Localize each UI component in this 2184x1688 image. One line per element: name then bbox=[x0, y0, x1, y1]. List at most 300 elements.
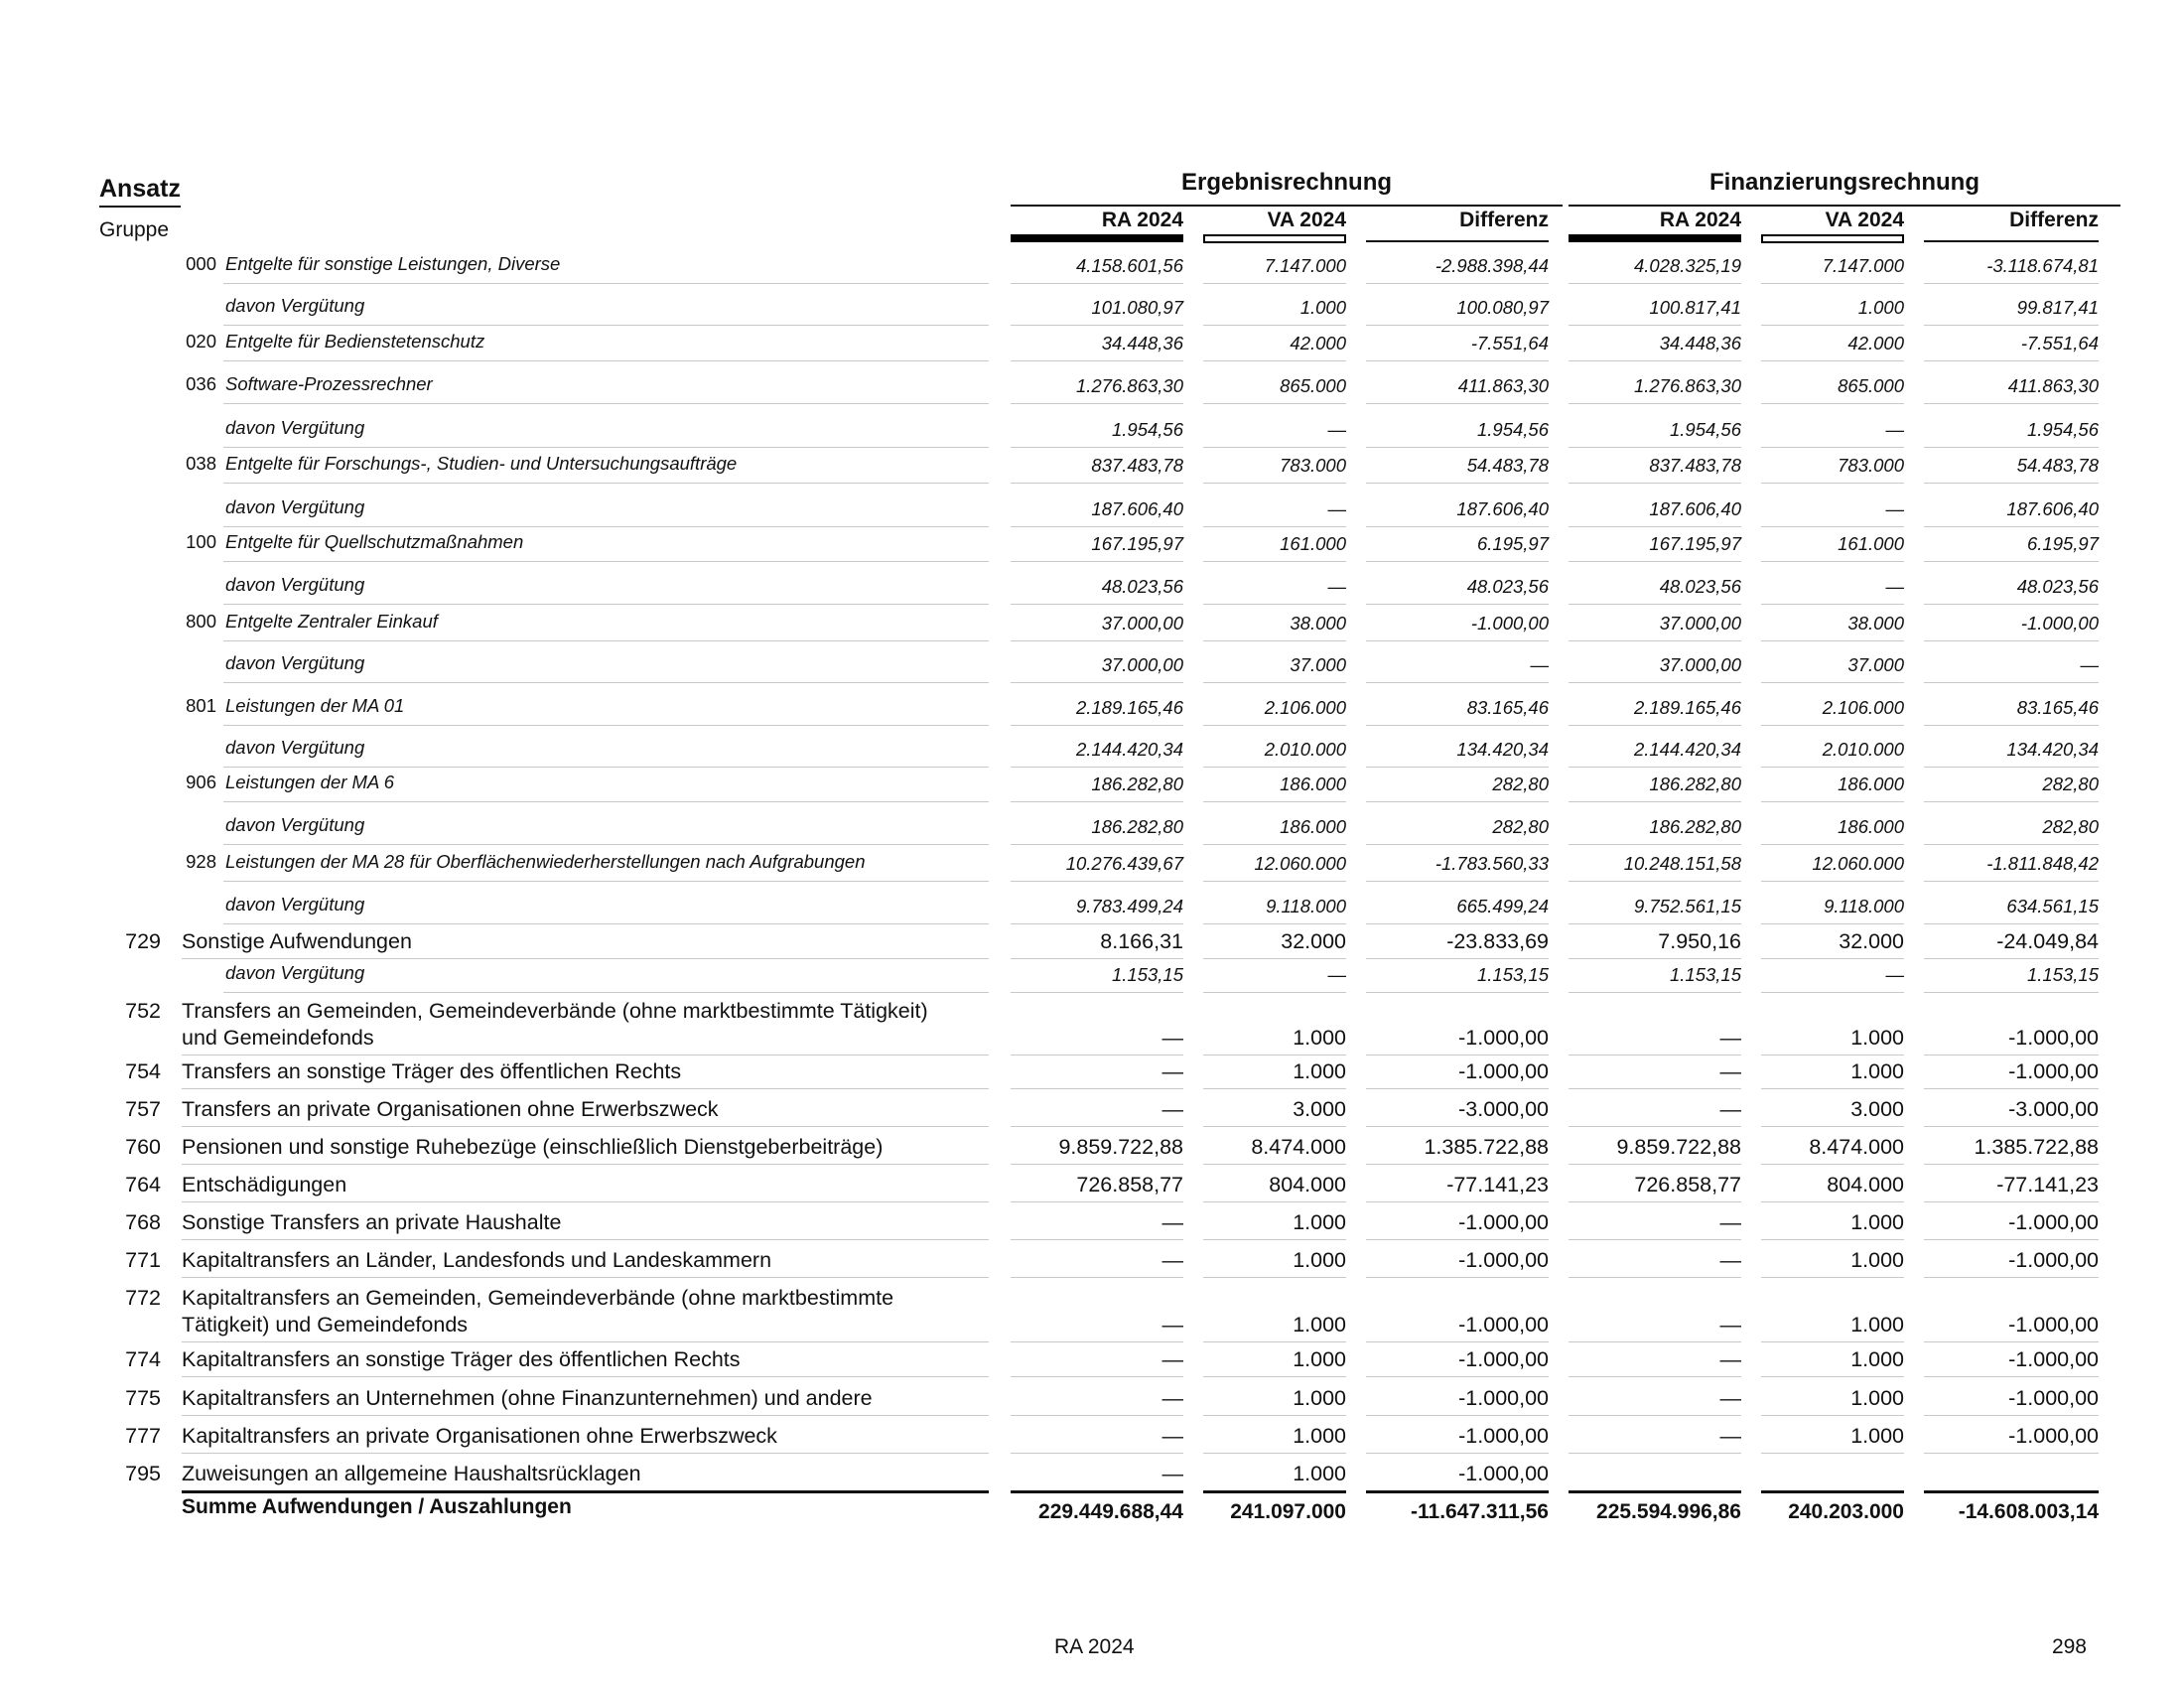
cell-value: 54.483,78 bbox=[1466, 455, 1549, 476]
row-separator bbox=[1924, 403, 2099, 404]
row-code: 757 bbox=[125, 1097, 161, 1121]
row-label: Entgelte für Bedienstetenschutz bbox=[225, 331, 485, 352]
row-label: Software-Prozessrechner bbox=[225, 373, 433, 394]
row-separator bbox=[1011, 801, 1183, 802]
row-separator bbox=[1569, 561, 1741, 562]
row-separator bbox=[1366, 1376, 1549, 1377]
row-separator bbox=[1569, 682, 1741, 683]
cell-value: 1.000 bbox=[1293, 1026, 1346, 1050]
row-separator bbox=[223, 360, 989, 361]
ansatz-underline bbox=[99, 206, 181, 208]
row-separator bbox=[1761, 561, 1904, 562]
cell-value: 1.000 bbox=[1293, 1248, 1346, 1272]
row-separator bbox=[1761, 725, 1904, 726]
cell-value: 7.950,16 bbox=[1658, 929, 1741, 953]
cell-value: — bbox=[1719, 1424, 1741, 1448]
row-separator bbox=[1761, 526, 1904, 527]
row-separator bbox=[1203, 725, 1346, 726]
column-header-4: RA 2024 bbox=[1659, 209, 1741, 231]
total-value: 241.097.000 bbox=[1230, 1500, 1346, 1523]
row-separator bbox=[1011, 682, 1183, 683]
row-separator bbox=[182, 1126, 989, 1127]
row-code: 000 bbox=[186, 253, 216, 274]
cell-value: -1.000,00 bbox=[2008, 1026, 2099, 1050]
cell-value: — bbox=[1719, 1026, 1741, 1050]
row-separator bbox=[1569, 483, 1741, 484]
row-separator bbox=[1569, 767, 1741, 768]
cell-value: 1.000 bbox=[1293, 1347, 1346, 1371]
cell-value: 2.010.000 bbox=[1264, 739, 1346, 760]
cell-value: 8.474.000 bbox=[1251, 1135, 1346, 1159]
cell-value: 804.000 bbox=[1827, 1173, 1904, 1196]
row-separator bbox=[1924, 561, 2099, 562]
total-value: 240.203.000 bbox=[1788, 1500, 1904, 1523]
total-label: Summe Aufwendungen / Auszahlungen bbox=[182, 1495, 572, 1518]
cell-value: 32.000 bbox=[1281, 929, 1346, 953]
row-separator bbox=[1924, 325, 2099, 326]
cell-value: 837.483,78 bbox=[1649, 455, 1741, 476]
row-label: Pensionen und sonstige Ruhebezüge (einschließlich Dienstgeberbeiträge) bbox=[182, 1135, 884, 1159]
cell-value: 1.000 bbox=[1850, 1026, 1904, 1050]
row-separator bbox=[1924, 640, 2099, 641]
cell-value: 634.561,15 bbox=[2006, 896, 2099, 916]
cell-value: 1.276.863,30 bbox=[1633, 375, 1741, 396]
row-separator bbox=[1203, 1239, 1346, 1240]
row-separator bbox=[1011, 725, 1183, 726]
cell-value: -1.000,00 bbox=[1458, 1248, 1549, 1272]
row-separator bbox=[1203, 526, 1346, 527]
row-separator bbox=[1569, 881, 1741, 882]
row-separator bbox=[1203, 1164, 1346, 1165]
cell-value: -1.783.560,33 bbox=[1434, 853, 1549, 874]
row-separator bbox=[1203, 1126, 1346, 1127]
cell-value: — bbox=[1327, 419, 1346, 440]
cell-value: 9.783.499,24 bbox=[1075, 896, 1183, 916]
cell-value: 37.000,00 bbox=[1659, 613, 1741, 633]
cell-value: — bbox=[1161, 1462, 1183, 1485]
row-separator bbox=[1366, 1341, 1549, 1342]
row-separator bbox=[1203, 1201, 1346, 1202]
cell-value: 1.153,15 bbox=[1111, 964, 1183, 985]
cell-value: 1.000 bbox=[1293, 1210, 1346, 1234]
cell-value: -1.000,00 bbox=[1458, 1059, 1549, 1083]
row-label: Kapitaltransfers an Länder, Landesfonds und Landeskammern bbox=[182, 1248, 772, 1272]
row-separator bbox=[1203, 483, 1346, 484]
cell-value: -1.000,00 bbox=[1458, 1424, 1549, 1448]
row-separator bbox=[1761, 801, 1904, 802]
cell-value: 2.144.420,34 bbox=[1633, 739, 1741, 760]
cell-value: 411.863,30 bbox=[2007, 375, 2099, 396]
row-separator bbox=[1011, 483, 1183, 484]
cell-value: 865.000 bbox=[1838, 375, 1904, 396]
cell-value: 1.000 bbox=[1850, 1210, 1904, 1234]
cell-value: — bbox=[1327, 964, 1346, 985]
cell-value: 1.385.722,88 bbox=[1974, 1135, 2099, 1159]
cell-value: — bbox=[1327, 498, 1346, 519]
row-separator bbox=[1569, 923, 1741, 924]
row-separator bbox=[1569, 526, 1741, 527]
row-separator bbox=[1011, 1415, 1183, 1416]
row-separator bbox=[223, 767, 989, 768]
row-separator bbox=[1366, 360, 1549, 361]
row-label: Transfers an Gemeinden, Gemeindeverbände (ohne marktbestimmte Tätigkeit) bbox=[182, 999, 928, 1023]
row-separator bbox=[1761, 923, 1904, 924]
row-separator bbox=[223, 844, 989, 845]
row-code: 771 bbox=[125, 1248, 161, 1272]
cell-value: 2.144.420,34 bbox=[1075, 739, 1183, 760]
row-separator bbox=[1366, 958, 1549, 959]
cell-value: 1.153,15 bbox=[1476, 964, 1549, 985]
row-separator bbox=[223, 283, 989, 284]
row-label: Entgelte für sonstige Leistungen, Diverse bbox=[225, 253, 561, 274]
row-label: davon Vergütung bbox=[225, 652, 365, 673]
cell-value: 9.118.000 bbox=[1824, 896, 1904, 916]
row-label: Kapitaltransfers an Gemeinden, Gemeindeverbände (ohne marktbestimmte bbox=[182, 1286, 894, 1310]
cell-value: — bbox=[1719, 1386, 1741, 1410]
cell-value: 161.000 bbox=[1280, 533, 1346, 554]
row-separator bbox=[182, 1376, 989, 1377]
row-code: 754 bbox=[125, 1059, 161, 1083]
row-label: davon Vergütung bbox=[225, 496, 365, 517]
row-separator bbox=[1761, 881, 1904, 882]
row-code: 775 bbox=[125, 1386, 161, 1410]
row-code: 752 bbox=[125, 999, 161, 1023]
cell-value: 1.000 bbox=[1293, 1059, 1346, 1083]
cell-value: 101.080,97 bbox=[1091, 297, 1183, 318]
row-label: davon Vergütung bbox=[225, 814, 365, 835]
cell-value: 3.000 bbox=[1850, 1097, 1904, 1121]
cell-value: — bbox=[1161, 1097, 1183, 1121]
row-separator bbox=[1924, 1341, 2099, 1342]
row-separator bbox=[1011, 1376, 1183, 1377]
cell-value: -24.049,84 bbox=[1996, 929, 2099, 953]
row-label: Transfers an private Organisationen ohne Erwerbszweck bbox=[182, 1097, 719, 1121]
row-separator bbox=[223, 992, 989, 993]
row-separator bbox=[1761, 1126, 1904, 1127]
row-label-continued: und Gemeindefonds bbox=[182, 1026, 374, 1050]
row-separator bbox=[1924, 447, 2099, 448]
row-separator bbox=[1761, 604, 1904, 605]
row-separator bbox=[1203, 992, 1346, 993]
row-separator bbox=[1011, 1164, 1183, 1165]
cell-value: 187.606,40 bbox=[2006, 498, 2099, 519]
row-label: Leistungen der MA 28 für Oberflächenwiederherstellungen nach Aufgrabungen bbox=[225, 851, 866, 872]
cell-value: -3.000,00 bbox=[2008, 1097, 2099, 1121]
row-separator bbox=[1924, 958, 2099, 959]
row-separator bbox=[1011, 844, 1183, 845]
row-separator bbox=[1011, 1277, 1183, 1278]
cell-value: 83.165,46 bbox=[2016, 697, 2099, 718]
footer-report-label: RA 2024 bbox=[1054, 1635, 1135, 1658]
row-separator bbox=[1366, 283, 1549, 284]
cell-value: -1.000,00 bbox=[2008, 1059, 2099, 1083]
row-separator bbox=[1924, 767, 2099, 768]
cell-value: -3.000,00 bbox=[1458, 1097, 1549, 1121]
cell-value: — bbox=[1161, 1313, 1183, 1336]
row-code: 928 bbox=[186, 851, 216, 872]
cell-value: 187.606,40 bbox=[1456, 498, 1549, 519]
row-separator bbox=[1366, 1277, 1549, 1278]
row-separator bbox=[1924, 526, 2099, 527]
group-title-ergebnisrechnung: Ergebnisrechnung bbox=[1180, 169, 1393, 196]
row-separator bbox=[1366, 801, 1549, 802]
row-separator bbox=[1203, 1415, 1346, 1416]
cell-value: — bbox=[1719, 1248, 1741, 1272]
row-separator bbox=[1924, 1126, 2099, 1127]
cell-value: 1.000 bbox=[1850, 1248, 1904, 1272]
row-separator bbox=[1761, 1239, 1904, 1240]
row-separator bbox=[223, 604, 989, 605]
cell-value: 9.752.561,15 bbox=[1633, 896, 1741, 916]
row-separator bbox=[1203, 561, 1346, 562]
cell-value: -2.988.398,44 bbox=[1434, 255, 1549, 276]
row-separator bbox=[1011, 1126, 1183, 1127]
cell-value: 837.483,78 bbox=[1091, 455, 1183, 476]
row-separator bbox=[182, 1341, 989, 1342]
row-separator bbox=[1569, 1341, 1741, 1342]
row-separator bbox=[182, 1415, 989, 1416]
row-separator bbox=[1203, 767, 1346, 768]
row-separator bbox=[1011, 561, 1183, 562]
row-separator bbox=[1011, 992, 1183, 993]
row-separator bbox=[1761, 640, 1904, 641]
row-separator bbox=[182, 1453, 989, 1454]
row-separator bbox=[1203, 1277, 1346, 1278]
row-separator bbox=[1569, 1088, 1741, 1089]
cell-value: 1.000 bbox=[1850, 1424, 1904, 1448]
row-label: Kapitaltransfers an sonstige Träger des öffentlichen Rechts bbox=[182, 1347, 741, 1371]
cell-value: 99.817,41 bbox=[2016, 297, 2099, 318]
cell-value: 1.385.722,88 bbox=[1424, 1135, 1549, 1159]
row-separator bbox=[1761, 844, 1904, 845]
cell-value: 134.420,34 bbox=[2006, 739, 2099, 760]
cell-value: 37.000,00 bbox=[1101, 654, 1183, 675]
row-separator bbox=[1203, 283, 1346, 284]
row-separator bbox=[1924, 1415, 2099, 1416]
cell-value: 1.000 bbox=[1293, 1386, 1346, 1410]
cell-value: 48.023,56 bbox=[1101, 576, 1183, 597]
row-separator bbox=[1366, 1164, 1549, 1165]
row-separator bbox=[1924, 682, 2099, 683]
row-separator bbox=[1203, 1453, 1346, 1454]
cell-value: 2.106.000 bbox=[1264, 697, 1346, 718]
cell-value: — bbox=[1161, 1347, 1183, 1371]
row-separator bbox=[1011, 1239, 1183, 1240]
row-separator bbox=[182, 1239, 989, 1240]
row-separator bbox=[1761, 325, 1904, 326]
row-separator bbox=[1924, 923, 2099, 924]
cell-value: 726.858,77 bbox=[1076, 1173, 1183, 1196]
cell-value: — bbox=[2080, 654, 2099, 675]
row-separator bbox=[1569, 1277, 1741, 1278]
cell-value: — bbox=[1161, 1424, 1183, 1448]
row-separator bbox=[1366, 923, 1549, 924]
cell-value: 665.499,24 bbox=[1456, 896, 1549, 916]
row-separator bbox=[223, 881, 989, 882]
row-separator bbox=[1569, 725, 1741, 726]
row-separator bbox=[1569, 640, 1741, 641]
total-rule bbox=[1924, 1490, 2099, 1493]
row-separator bbox=[1569, 325, 1741, 326]
row-separator bbox=[223, 447, 989, 448]
row-separator bbox=[1203, 1088, 1346, 1089]
gruppe-heading: Gruppe bbox=[99, 218, 170, 241]
row-separator bbox=[1924, 1453, 2099, 1454]
cell-value: -1.000,00 bbox=[2008, 1424, 2099, 1448]
cell-value: — bbox=[1719, 1097, 1741, 1121]
cell-value: 187.606,40 bbox=[1649, 498, 1741, 519]
row-separator bbox=[223, 526, 989, 527]
cell-value: 186.282,80 bbox=[1649, 816, 1741, 837]
cell-value: -1.000,00 bbox=[1470, 613, 1549, 633]
cell-value: 10.276.439,67 bbox=[1065, 853, 1183, 874]
cell-value: 1.954,56 bbox=[1476, 419, 1549, 440]
cell-value: -1.000,00 bbox=[1458, 1313, 1549, 1336]
row-label: davon Vergütung bbox=[225, 417, 365, 438]
row-separator bbox=[223, 923, 989, 924]
cell-value: -1.000,00 bbox=[2008, 1347, 2099, 1371]
row-code: 772 bbox=[125, 1286, 161, 1310]
column-marker-4 bbox=[1569, 234, 1741, 242]
cell-value: 12.060.000 bbox=[1812, 853, 1904, 874]
cell-value: 783.000 bbox=[1280, 455, 1346, 476]
cell-value: 167.195,97 bbox=[1649, 533, 1741, 554]
row-separator bbox=[1366, 1126, 1549, 1127]
cell-value: 10.248.151,58 bbox=[1623, 853, 1741, 874]
row-separator bbox=[1203, 881, 1346, 882]
row-separator bbox=[223, 325, 989, 326]
row-separator bbox=[1011, 447, 1183, 448]
cell-value: 186.282,80 bbox=[1649, 774, 1741, 794]
ansatz-heading: Ansatz bbox=[99, 175, 181, 203]
cell-value: 1.153,15 bbox=[1669, 964, 1741, 985]
cell-value: -7.551,64 bbox=[1470, 333, 1549, 353]
row-separator bbox=[223, 483, 989, 484]
cell-value: — bbox=[1161, 1248, 1183, 1272]
row-separator bbox=[1924, 725, 2099, 726]
row-separator bbox=[1569, 1376, 1741, 1377]
row-label: Kapitaltransfers an private Organisationen ohne Erwerbszweck bbox=[182, 1424, 777, 1448]
group-line-finanzierungsrechnung bbox=[1569, 205, 2120, 207]
cell-value: 4.158.601,56 bbox=[1075, 255, 1183, 276]
cell-value: -3.118.674,81 bbox=[1986, 255, 2099, 276]
cell-value: 32.000 bbox=[1839, 929, 1904, 953]
cell-value: 726.858,77 bbox=[1634, 1173, 1741, 1196]
cell-value: 48.023,56 bbox=[1466, 576, 1549, 597]
row-code: 036 bbox=[186, 373, 216, 394]
row-separator bbox=[1366, 682, 1549, 683]
cell-value: 1.954,56 bbox=[2026, 419, 2099, 440]
cell-value: 8.474.000 bbox=[1809, 1135, 1904, 1159]
cell-value: -1.000,00 bbox=[1458, 1462, 1549, 1485]
cell-value: 6.195,97 bbox=[2026, 533, 2099, 554]
row-separator bbox=[1366, 561, 1549, 562]
row-label: davon Vergütung bbox=[225, 737, 365, 758]
column-marker-3 bbox=[1366, 240, 1549, 242]
row-separator bbox=[1011, 958, 1183, 959]
row-separator bbox=[1011, 881, 1183, 882]
cell-value: 282,80 bbox=[2042, 774, 2099, 794]
row-separator bbox=[1569, 844, 1741, 845]
cell-value: 186.000 bbox=[1838, 816, 1904, 837]
row-code: 764 bbox=[125, 1173, 161, 1196]
cell-value: 37.000,00 bbox=[1659, 654, 1741, 675]
cell-value: 186.282,80 bbox=[1091, 774, 1183, 794]
cell-value: 134.420,34 bbox=[1456, 739, 1549, 760]
row-code: 774 bbox=[125, 1347, 161, 1371]
row-separator bbox=[1366, 844, 1549, 845]
cell-value: 37.000 bbox=[1290, 654, 1346, 675]
row-separator bbox=[1924, 1088, 2099, 1089]
cell-value: — bbox=[1885, 964, 1904, 985]
column-header-2: VA 2024 bbox=[1267, 209, 1346, 231]
row-separator bbox=[1011, 604, 1183, 605]
row-separator bbox=[1569, 403, 1741, 404]
total-value: 225.594.996,86 bbox=[1596, 1500, 1741, 1523]
row-label: Sonstige Aufwendungen bbox=[182, 929, 412, 953]
row-separator bbox=[1203, 640, 1346, 641]
cell-value: 1.276.863,30 bbox=[1075, 375, 1183, 396]
cell-value: 8.166,31 bbox=[1100, 929, 1183, 953]
cell-value: 9.118.000 bbox=[1266, 896, 1346, 916]
row-separator bbox=[1366, 725, 1549, 726]
cell-value: 1.000 bbox=[1293, 1424, 1346, 1448]
cell-value: — bbox=[1161, 1026, 1183, 1050]
row-separator bbox=[1569, 992, 1741, 993]
total-rule bbox=[1569, 1490, 1741, 1493]
row-separator bbox=[1924, 604, 2099, 605]
row-separator bbox=[1203, 325, 1346, 326]
row-label: Transfers an sonstige Träger des öffentlichen Rechts bbox=[182, 1059, 682, 1083]
row-label-continued: Tätigkeit) und Gemeindefonds bbox=[182, 1313, 469, 1336]
cell-value: 186.000 bbox=[1838, 774, 1904, 794]
total-value: -14.608.003,14 bbox=[1958, 1500, 2099, 1523]
cell-value: -77.141,23 bbox=[1996, 1173, 2099, 1196]
row-separator bbox=[1011, 1341, 1183, 1342]
row-separator bbox=[1011, 360, 1183, 361]
cell-value: 411.863,30 bbox=[1457, 375, 1549, 396]
total-rule bbox=[1366, 1490, 1549, 1493]
row-label: Entgelte für Quellschutzmaßnahmen bbox=[225, 531, 524, 552]
total-rule bbox=[1011, 1490, 1183, 1493]
row-separator bbox=[1761, 403, 1904, 404]
cell-value: 9.859.722,88 bbox=[1058, 1135, 1183, 1159]
row-separator bbox=[1924, 483, 2099, 484]
row-separator bbox=[1203, 447, 1346, 448]
cell-value: 6.195,97 bbox=[1476, 533, 1549, 554]
row-label: Entschädigungen bbox=[182, 1173, 347, 1196]
row-separator bbox=[1011, 283, 1183, 284]
row-label: Zuweisungen an allgemeine Haushaltsrücklagen bbox=[182, 1462, 641, 1485]
total-rule bbox=[1761, 1490, 1904, 1493]
row-separator bbox=[1203, 360, 1346, 361]
row-label: davon Vergütung bbox=[225, 894, 365, 914]
cell-value: -1.000,00 bbox=[1458, 1026, 1549, 1050]
total-value: 229.449.688,44 bbox=[1038, 1500, 1183, 1523]
row-label: Leistungen der MA 6 bbox=[225, 772, 395, 792]
cell-value: — bbox=[1719, 1059, 1741, 1083]
row-separator bbox=[1761, 1277, 1904, 1278]
row-separator bbox=[223, 725, 989, 726]
page-number: 298 bbox=[2051, 1635, 2087, 1658]
row-separator bbox=[1924, 881, 2099, 882]
row-separator bbox=[1761, 1164, 1904, 1165]
row-separator bbox=[182, 1277, 989, 1278]
row-separator bbox=[182, 958, 989, 959]
cell-value: 2.010.000 bbox=[1822, 739, 1904, 760]
cell-value: 83.165,46 bbox=[1466, 697, 1549, 718]
row-code: 801 bbox=[186, 695, 216, 716]
